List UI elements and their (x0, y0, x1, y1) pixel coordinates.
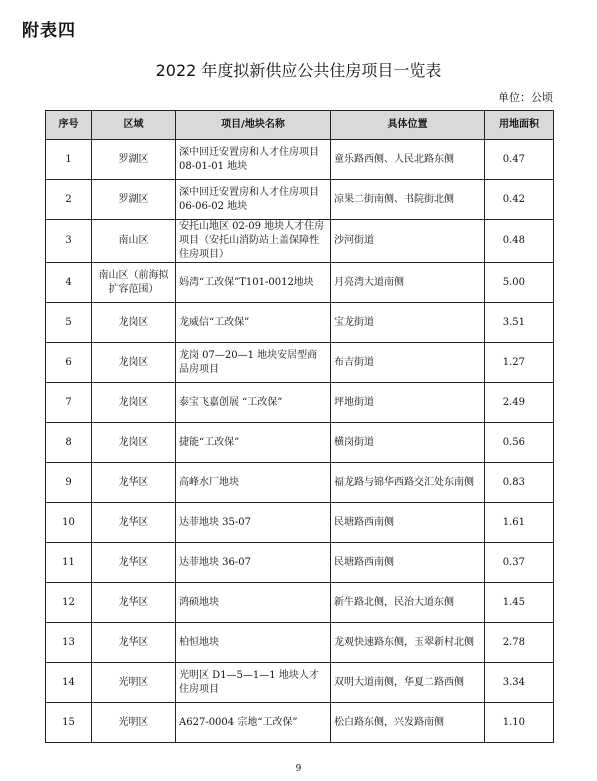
table-row (46, 663, 554, 703)
cell-district: 南山区 (92, 220, 176, 263)
cell-area: 0.56 (485, 423, 554, 463)
cell-district: 龙华区 (92, 543, 176, 583)
table-row (46, 543, 554, 583)
header-district: 区域 (92, 111, 176, 140)
cell-district: 光明区 (92, 663, 176, 703)
header-location: 具体位置 (331, 111, 485, 140)
cell-area: 0.83 (485, 463, 554, 503)
cell-area: 3.51 (485, 303, 554, 343)
cell-project-name: 捷能“工改保” (176, 423, 331, 463)
cell-location: 坪地街道 (331, 383, 485, 423)
cell-location: 横岗街道 (331, 423, 485, 463)
cell-district: 龙岗区 (92, 423, 176, 463)
cell-district: 光明区 (92, 703, 176, 743)
table-row (46, 383, 554, 423)
cell-project-name: 柏恒地块 (176, 623, 331, 663)
cell-location: 龙观快速路东侧，玉翠新村北侧 (331, 623, 485, 663)
cell-area: 2.78 (485, 623, 554, 663)
cell-area: 1.10 (485, 703, 554, 743)
table-row (46, 583, 554, 623)
cell-location: 凉果二街南侧、书院街北侧 (331, 180, 485, 220)
cell-index: 7 (46, 383, 92, 423)
cell-index: 15 (46, 703, 92, 743)
cell-district: 罗湖区 (92, 140, 176, 180)
cell-location: 双明大道南侧，华夏二路西侧 (331, 663, 485, 703)
cell-project-name: 泰宝飞嘉创展 “工改保” (176, 383, 331, 423)
cell-project-name: A627-0004 宗地“工改保” (176, 703, 331, 743)
cell-project-name: 龙岗 07—20—1 地块安居型商品房项目 (176, 343, 331, 383)
cell-location: 沙河街道 (331, 220, 485, 263)
cell-project-name: 达菲地块 36-07 (176, 543, 331, 583)
cell-project-name: 龙威信“工改保” (176, 303, 331, 343)
cell-project-name: 鸿硕地块 (176, 583, 331, 623)
table-body (46, 140, 554, 743)
table-row (46, 220, 554, 263)
cell-project-name: 深中回迁安置房和人才住房项目 08-01-01 地块 (176, 140, 331, 180)
cell-district: 龙华区 (92, 503, 176, 543)
cell-district: 龙华区 (92, 463, 176, 503)
page-number: 9 (295, 764, 302, 774)
cell-index: 6 (46, 343, 92, 383)
cell-area: 1.27 (485, 343, 554, 383)
cell-project-name: 高峰水厂地块 (176, 463, 331, 503)
cell-location: 童乐路西侧、人民北路东侧 (331, 140, 485, 180)
header-project-name: 项目/地块名称 (176, 111, 331, 140)
table-row (46, 423, 554, 463)
cell-index: 3 (46, 220, 92, 263)
cell-location: 月亮湾大道南侧 (331, 263, 485, 303)
cell-project-name: 深中回迁安置房和人才住房项目 06-06-02 地块 (176, 180, 331, 220)
cell-index: 4 (46, 263, 92, 303)
table-row (46, 180, 554, 220)
table-row (46, 343, 554, 383)
cell-district: 龙华区 (92, 583, 176, 623)
appendix-label: 附表四 (22, 21, 76, 41)
table-row (46, 703, 554, 743)
cell-project-name: 妈湾“工改保”T101-0012地块 (176, 263, 331, 303)
cell-project-name: 光明区 D1—5—1—1 地块人才住房项目 (176, 663, 331, 703)
cell-index: 5 (46, 303, 92, 343)
housing-projects-table (45, 110, 554, 743)
cell-index: 13 (46, 623, 92, 663)
cell-area: 0.47 (485, 140, 554, 180)
table-row (46, 263, 554, 303)
header-area: 用地面积 (485, 111, 554, 140)
cell-index: 10 (46, 503, 92, 543)
cell-area: 0.42 (485, 180, 554, 220)
cell-area: 5.00 (485, 263, 554, 303)
cell-district: 龙华区 (92, 623, 176, 663)
cell-district: 南山区（前海拟扩容范围） (92, 263, 176, 303)
cell-index: 11 (46, 543, 92, 583)
cell-location: 民塘路西南侧 (331, 543, 485, 583)
table-row (46, 140, 554, 180)
cell-location: 松白路东侧，兴发路南侧 (331, 703, 485, 743)
cell-index: 2 (46, 180, 92, 220)
cell-index: 14 (46, 663, 92, 703)
table-row (46, 623, 554, 663)
cell-location: 福龙路与锦华西路交汇处东南侧 (331, 463, 485, 503)
cell-index: 9 (46, 463, 92, 503)
cell-area: 3.34 (485, 663, 554, 703)
cell-index: 12 (46, 583, 92, 623)
cell-location: 宝龙街道 (331, 303, 485, 343)
cell-project-name: 达菲地块 35-07 (176, 503, 331, 543)
table-row (46, 463, 554, 503)
cell-project-name: 安托山地区 02-09 地块人才住房项目（安托山消防站上盖保障性住房项目） (176, 220, 331, 263)
table-row (46, 303, 554, 343)
cell-area: 0.48 (485, 220, 554, 263)
unit-note: 单位：公顷 (498, 91, 553, 104)
cell-area: 1.45 (485, 583, 554, 623)
cell-index: 1 (46, 140, 92, 180)
cell-area: 2.49 (485, 383, 554, 423)
page-title: 2022 年度拟新供应公共住房项目一览表 (155, 61, 442, 80)
cell-index: 8 (46, 423, 92, 463)
cell-location: 布吉街道 (331, 343, 485, 383)
header-index: 序号 (46, 111, 92, 140)
table-row (46, 503, 554, 543)
cell-district: 龙岗区 (92, 383, 176, 423)
cell-location: 新牛路北侧，民治大道东侧 (331, 583, 485, 623)
table-header-row (46, 111, 554, 140)
cell-district: 罗湖区 (92, 180, 176, 220)
cell-area: 0.37 (485, 543, 554, 583)
cell-district: 龙岗区 (92, 343, 176, 383)
cell-area: 1.61 (485, 503, 554, 543)
cell-location: 民塘路西南侧 (331, 503, 485, 543)
cell-district: 龙岗区 (92, 303, 176, 343)
